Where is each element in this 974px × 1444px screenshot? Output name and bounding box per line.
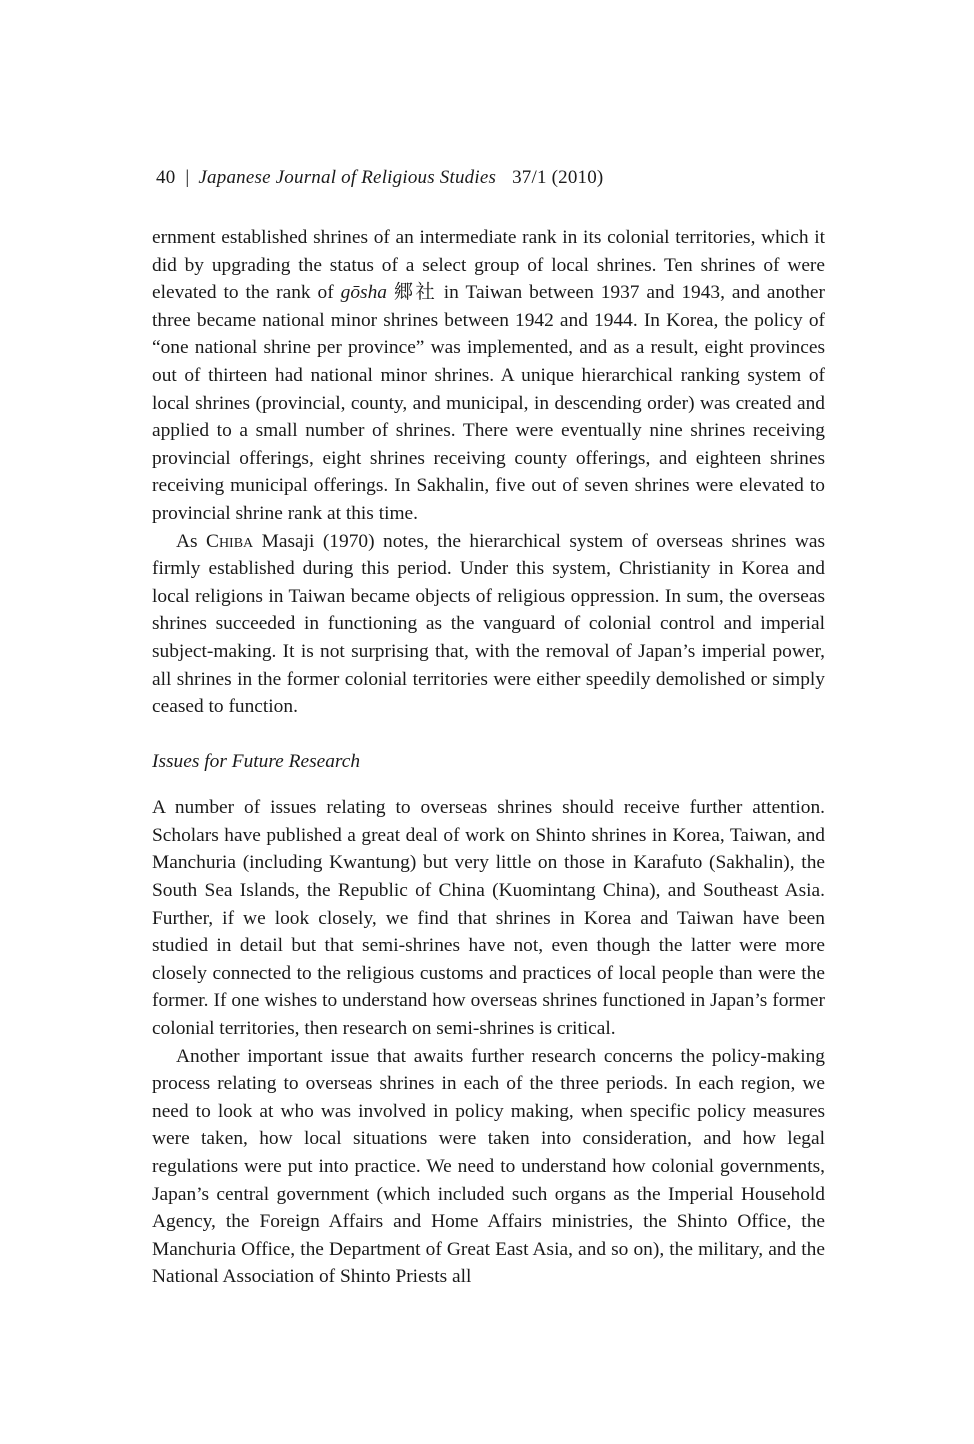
- running-header: [156, 165, 836, 191]
- paragraph-1-text-a: ernment established shrines of an intermediate rank in its colonial territories, which it did by upgrading the status of a select group of local shrines. Ten shrines of were elevated to the rank of: [152, 227, 825, 304]
- paragraph-1-text-b: 郷社 in Taiwan between 1937 and 1943, and another three became national minor shrines between 1942 and 1944. In Korea, the policy of “one national shrine per province” was implemented, and as a result, eight provinces out of thirteen had national minor shrines. A unique hierarchical ranking system of local shrines (provincial, county, and municipal, in descending order) was created and applied to a small number of shrines. There were eventually nine shrines receiving provincial offerings, eight shrines receiving county offerings, and eighteen shrines receiving municipal offerings. In Sakhalin, five out of seven shrines were elevated to provincial shrine rank at this time.: [152, 282, 825, 524]
- section-heading: Issues for Future Research: [152, 750, 361, 772]
- body-text: [152, 224, 825, 1291]
- volume-issue: 37/1 (2010): [512, 167, 604, 188]
- page-number: 40: [156, 167, 176, 188]
- author-name-chiba: Chiba: [206, 530, 254, 552]
- paragraph-2: [152, 528, 825, 721]
- paragraph-3: A number of issues relating to overseas shrines should receive further attention. Scholars have published a great deal of work on Shinto shrines in Korea, Taiwan, and Manchuria (including Kwantung) but very little on those in Karafuto (Sakhalin), the South Sea Islands, the Republic of China (Kuomintang China), and Southeast Asia. Further, if we look closely, we find that shrines in Korea and Taiwan have been studied in detail but that semi-shrines have not, even though the latter were more closely connected to the religious customs and practices of local people than were the former. If one wishes to understand how overseas shrines functioned in Japan’s former colonial territories, then research on semi-shrines is critical.: [152, 797, 825, 1040]
- paragraph-2-text-b: Masaji (1970) notes, the hierarchical system of overseas shrines was firmly established during this period. Under this system, Christianity in Korea and local religions in Taiwan became objects of religious oppression. In sum, the overseas shrines succeeded in functioning as the vanguard of colonial control and imperial subject-making. It is not surprising that, with the removal of Japan’s imperial power, all shrines in the former colonial territories were either speedily demolished or simply ceased to function.: [152, 530, 826, 718]
- paragraph-1: [152, 224, 825, 528]
- term-gosha: gōsha: [340, 282, 387, 304]
- paragraph-2-text-a: As: [176, 530, 207, 552]
- journal-title: Japanese Journal of Religious Studies: [198, 167, 497, 188]
- header-separator: |: [185, 167, 190, 188]
- paragraph-4: Another important issue that awaits further research concerns the policy-making process relating to overseas shrines in each of the three periods. In each region, we need to look at who was involved in policy making, when specific policy measures were taken, how local situations were taken into consideration, and how legal regulations were put into practice. We need to understand how colonial governments, Japan’s central government (which included such organs as the Imperial Household Agency, the Foreign Affairs and Home Affairs ministries, the Shinto Office, the Manchuria Office, the Department of Great East Asia, and so on), the military, and the National Association of Shinto Priests all: [152, 1045, 825, 1288]
